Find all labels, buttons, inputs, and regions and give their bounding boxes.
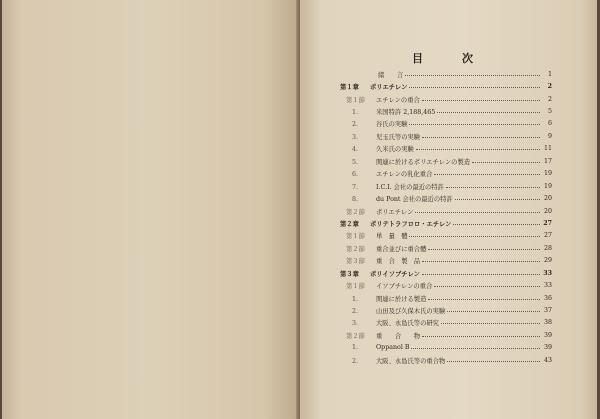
leader-dots	[434, 174, 540, 175]
toc-entry-page: 37	[543, 307, 552, 315]
toc-entry	[340, 155, 552, 167]
toc-entry-text: ポリテトラフロロ・エチレン	[370, 220, 452, 228]
toc-entry-label	[340, 281, 432, 290]
toc-entry	[340, 292, 552, 304]
leader-dots	[422, 100, 540, 101]
toc-entry	[340, 354, 552, 366]
toc-entry-number: 8.	[352, 196, 359, 204]
toc-entry-page: 39	[543, 331, 552, 339]
leader-dots	[428, 299, 540, 300]
toc-entry-label	[340, 157, 470, 166]
toc-entry-text: 米国特許 2,188,465	[376, 109, 436, 117]
toc-entry	[340, 255, 552, 267]
toc-entry-page: 9	[547, 132, 552, 140]
toc-entry-number: 第２節	[346, 208, 365, 216]
toc-entry-page: 19	[543, 170, 552, 178]
toc-entry-text: 重合並びに重合體	[376, 245, 427, 253]
leader-dots	[422, 336, 540, 337]
toc-entry-text: 重 合 物	[376, 332, 421, 340]
toc-entry-label	[340, 132, 420, 141]
toc-entry-text: 久米氏の実験	[376, 146, 414, 154]
leader-dots	[416, 149, 540, 150]
toc-entry-number: 第２節	[346, 245, 365, 253]
toc-entry-number: 2.	[352, 121, 359, 129]
toc-entry-number: 第１節	[346, 283, 365, 291]
toc-entry	[340, 342, 552, 354]
leader-dots	[446, 187, 540, 188]
toc-entry-label	[340, 331, 420, 340]
toc-entry-text: 児玉氏等の実験	[376, 133, 421, 141]
toc-entry-page: 33	[543, 282, 552, 290]
toc-entry	[340, 317, 552, 329]
toc-entry-number: 1.	[352, 295, 359, 303]
leader-dots	[453, 224, 540, 225]
toc-entry-label	[340, 169, 432, 178]
leader-dots	[422, 274, 540, 275]
toc-entry-page: 6	[547, 120, 552, 128]
toc-entry-number: 第２節	[346, 332, 365, 340]
toc-entry-number: 2.	[352, 308, 359, 316]
toc-entry-label	[340, 219, 451, 228]
toc-entry-number: 6.	[352, 171, 359, 179]
toc-entry	[340, 279, 552, 291]
toc-entry-label	[340, 207, 413, 216]
toc-entry-text: du Pont 会社の最近の特許	[376, 196, 453, 204]
toc-entry-text: ポリエチレン	[370, 84, 408, 92]
toc-entry-text: 谷氏の実験	[376, 121, 408, 129]
toc-entry-label	[340, 182, 444, 191]
leader-dots	[409, 87, 540, 88]
toc-entry	[340, 93, 552, 105]
toc-entry-number: 3.	[352, 320, 359, 328]
toc-entry-number: 第１章	[340, 84, 359, 92]
toc-entry-page: 11	[543, 145, 552, 153]
toc-entry-label	[340, 231, 407, 240]
toc-entry-label	[340, 356, 445, 365]
toc-entry	[340, 267, 552, 279]
toc-entry-label	[340, 82, 407, 91]
toc-entry-page: 19	[543, 182, 552, 190]
leader-dots	[409, 124, 540, 125]
toc-entry-label	[340, 344, 409, 351]
leader-dots	[422, 137, 540, 138]
toc-entry-page: 20	[543, 207, 552, 215]
toc-entry-number: 3.	[352, 133, 359, 141]
toc-entry-page: 27	[543, 219, 552, 227]
toc-entry-label	[340, 194, 453, 203]
toc-entry-page: 5	[547, 108, 552, 116]
toc-entry-text: 緒 言	[378, 71, 404, 79]
toc-entry-page: 43	[543, 356, 552, 364]
toc-entry-label	[340, 144, 414, 153]
toc-entry-text: エチレンの乳化重合	[376, 171, 433, 179]
toc-entry	[340, 118, 552, 130]
toc-entry-number: 5.	[352, 158, 359, 166]
leader-dots	[455, 199, 540, 200]
toc-entry-page: 36	[543, 294, 552, 302]
toc-entry-text: 重 合 製 品	[376, 258, 421, 266]
toc-entry-number: 4.	[352, 146, 359, 154]
leader-dots	[428, 249, 540, 250]
toc-entry-page: 28	[543, 244, 552, 252]
toc-entry	[340, 217, 552, 229]
leader-dots	[447, 361, 540, 362]
toc-entry-number: 第３章	[340, 270, 359, 278]
leader-dots	[447, 311, 540, 312]
toc-entry-page: 1	[547, 70, 552, 78]
toc-entry-label	[340, 119, 407, 128]
table-of-contents	[340, 68, 552, 367]
toc-entry-page: 2	[547, 95, 552, 103]
toc-entry-page: 20	[543, 195, 552, 203]
toc-entry	[340, 143, 552, 155]
left-page	[2, 0, 298, 419]
leader-dots	[434, 286, 540, 287]
toc-entry-number: 第１節	[346, 233, 365, 241]
leader-dots	[415, 212, 540, 213]
toc-entry-text: ポリイソブチレン	[370, 270, 420, 278]
toc-entry-label	[340, 107, 435, 116]
toc-entry	[340, 168, 552, 180]
toc-entry-number: 7.	[352, 183, 359, 191]
toc-entry	[340, 329, 552, 341]
toc-entry-label	[340, 256, 420, 265]
leader-dots	[405, 75, 540, 76]
toc-entry-label	[340, 95, 420, 104]
toc-title: 目 次	[412, 52, 487, 65]
toc-entry-label	[340, 318, 439, 327]
toc-entry	[340, 130, 552, 142]
toc-entry-text: Oppanol B	[376, 344, 410, 352]
toc-entry	[340, 205, 552, 217]
toc-entry-text: 山田及び久保木氏の実験	[376, 308, 446, 316]
toc-entry-page: 27	[543, 232, 552, 240]
toc-entry	[340, 105, 552, 117]
toc-entry	[340, 242, 552, 254]
toc-entry-text: I.C.I. 会社の最近の特許	[376, 183, 444, 191]
toc-entry-page: 29	[543, 257, 552, 265]
toc-entry-number: 1.	[352, 344, 359, 352]
toc-entry-label	[340, 70, 403, 79]
toc-entry-number: 第２章	[340, 220, 359, 228]
toc-entry-text: 関連に於ける製造	[376, 295, 427, 303]
toc-entry-page: 2	[547, 83, 552, 91]
toc-entry	[340, 68, 552, 80]
toc-entry-text: 大阪、永島氏等の重合物	[376, 357, 446, 365]
toc-entry-text: ポリエチレン	[376, 208, 414, 216]
toc-entry-page: 17	[543, 157, 552, 165]
toc-entry-page: 33	[543, 269, 552, 277]
leader-dots	[422, 261, 540, 262]
leader-dots	[411, 348, 540, 349]
toc-entry-page: 39	[543, 344, 552, 352]
toc-entry-number: 第３節	[346, 258, 365, 266]
toc-entry-label	[340, 269, 420, 278]
toc-entry-text: 単 量 體	[376, 233, 408, 241]
toc-entry-label	[340, 306, 445, 315]
toc-entry-number: 2.	[352, 357, 359, 365]
toc-entry-text: 大阪、永島氏等の研究	[376, 320, 439, 328]
leader-dots	[409, 236, 540, 237]
leader-dots	[472, 162, 540, 163]
toc-entry	[340, 304, 552, 316]
toc-entry-number: 1.	[352, 109, 359, 117]
toc-entry	[340, 80, 552, 92]
toc-entry-number: 第１節	[346, 96, 365, 104]
toc-entry-text: イソブチレンの重合	[376, 283, 433, 291]
toc-entry-text: 関連に於けるポリエチレンの製造	[376, 158, 471, 166]
leader-dots	[441, 323, 540, 324]
toc-entry-label	[340, 294, 426, 303]
toc-entry-page: 38	[543, 319, 552, 327]
toc-entry	[340, 192, 552, 204]
toc-entry	[340, 180, 552, 192]
toc-entry	[340, 230, 552, 242]
toc-entry-label	[340, 244, 426, 253]
leader-dots	[437, 112, 540, 113]
toc-entry-text: エチレンの重合	[376, 96, 420, 104]
